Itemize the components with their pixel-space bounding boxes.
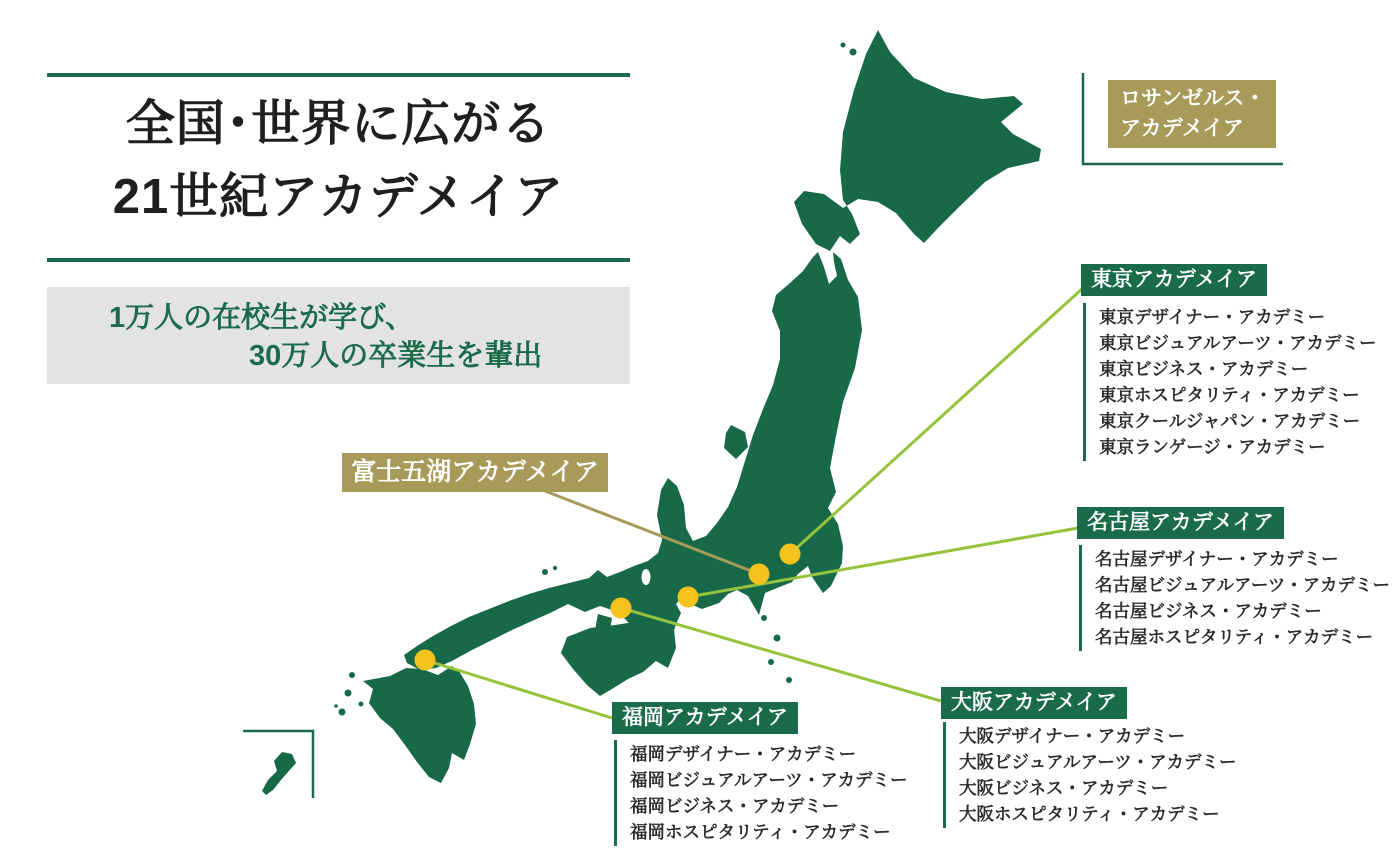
school-item: 東京ビジネス・アカデミー [1099,359,1309,379]
title-rule-top [47,73,630,77]
school-item: 大阪ホスピタリティ・アカデミー [959,804,1220,824]
small-island [850,49,857,56]
subtitle-line2: 30万人の卒業生を輩出 [249,340,543,372]
page-title-line2: 21世紀アカデメイア [112,170,565,224]
small-island [349,672,355,678]
school-item: 東京ホスピタリティ・アカデミー [1099,385,1360,405]
school-item: 大阪ビジネス・アカデミー [959,778,1169,798]
label-osaka: 大阪アカデメイア [941,687,1127,719]
subtitle-box [47,287,630,384]
school-item: 大阪ビジュアルアーツ・アカデミー [959,752,1237,772]
school-item: 大阪デザイナー・アカデミー [959,726,1186,746]
small-island [786,677,792,683]
island-sado [724,425,748,459]
small-island [841,43,846,48]
map-marker-osaka [611,598,632,619]
school-item: 東京クールジャパン・アカデミー [1099,411,1361,431]
label-losangeles-line2: アカデメイア [1120,117,1244,140]
small-island [774,635,781,642]
map-marker-tokyo [780,544,801,565]
school-item: 名古屋ビジュアルアーツ・アカデミー [1095,575,1391,595]
label-fukuoka: 福岡アカデメイア [612,702,798,734]
small-island [339,709,346,716]
school-item: 名古屋デザイナー・アカデミー [1095,549,1339,569]
small-island [553,566,557,570]
school-item: 福岡デザイナー・アカデミー [630,744,857,764]
map-marker-fujigoko [749,564,770,585]
small-island [768,659,774,665]
school-item: 福岡ビジネス・アカデミー [630,796,840,816]
school-item: 東京ビジュアルアーツ・アカデミー [1099,333,1377,353]
small-island [761,615,767,621]
label-nagoya: 名古屋アカデメイア [1077,507,1284,539]
school-item: 福岡ホスピタリティ・アカデミー [630,822,891,842]
school-item: 福岡ビジュアルアーツ・アカデミー [630,770,908,790]
lake-biwa [642,569,651,585]
island-kyushu [363,666,476,783]
school-list-tokyo [1083,303,1377,461]
subtitle-line1: 1万人の在校生が学び、 [109,302,414,334]
map-marker-fukuoka [415,650,436,671]
school-list-nagoya [1079,545,1390,651]
title-rule-bottom [47,258,630,262]
label-losangeles [1108,80,1276,148]
school-list-osaka [943,722,1237,828]
school-item: 東京デザイナー・アカデミー [1099,307,1326,327]
island-hokkaido [794,30,1041,251]
school-item: 名古屋ホスピタリティ・アカデミー [1095,627,1374,647]
label-losangeles-line1: ロサンゼルス・ [1120,87,1266,110]
school-item: 東京ランゲージ・アカデミー [1099,437,1326,457]
school-item: 名古屋ビジネス・アカデミー [1095,601,1322,621]
map-marker-nagoya [678,587,699,608]
small-island [334,704,338,708]
small-island [359,702,364,707]
small-island [345,690,352,697]
school-list-fukuoka [614,740,908,846]
page-title [47,88,630,234]
label-fujigoko: 富士五湖アカデメイア [342,453,608,492]
island-shikoku [561,618,676,696]
small-island [542,569,548,575]
page-title-line1: 全国･世界に広がる [125,97,552,151]
label-tokyo: 東京アカデメイア [1081,264,1267,296]
island-okinawa [262,752,296,795]
